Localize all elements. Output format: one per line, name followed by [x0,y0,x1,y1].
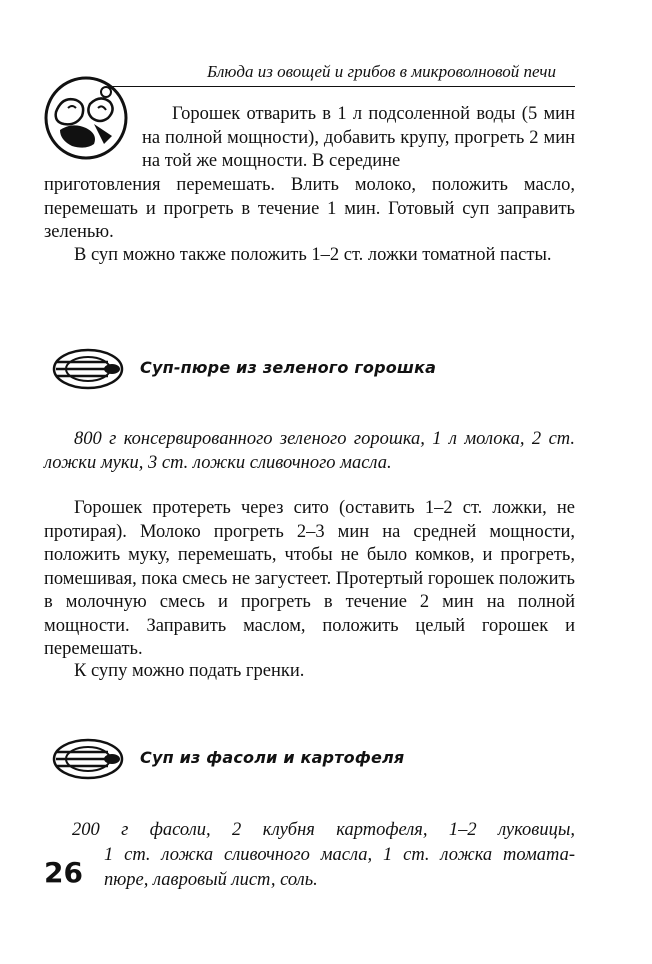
section-title-pea-soup: Суп-пюре из зеленого горошка [140,358,437,377]
ingredients-line-1: 200 г фасоли, 2 клубня картофеля, 1–2 луковицы, [72,820,575,840]
ingredients-pea-soup: 800 г консервированного зеленого горошка, 1 л молока, 2 ст. ложки муки, 3 ст. ложки сливочного масла. [44,429,575,473]
intro-paragraph-rest: приготовления перемешать. Влить молоко, положить масло, перемешать и прогреть в течение 1 мин. Готовый суп заправить зеленью. [44,175,575,242]
running-header: Блюда из овощей и грибов в микроволновой печи [206,62,556,81]
intro-paragraph-note: В суп можно также положить 1–2 ст. ложки томатной пасты. [74,245,552,265]
ingredients-line-2: 1 ст. ложка сливочного масла, 1 ст. ложка томата- [104,845,575,865]
vegetables-badge-icon [42,74,130,162]
ingredients-line-3: пюре, лавровый лист, соль. [104,870,318,890]
section-title-bean-soup: Суп из фасоли и картофеля [140,748,405,767]
plate-fork-spoon-icon [50,348,126,390]
plate-fork-spoon-icon [50,738,126,780]
serving-note-pea-soup: К супу можно подать гренки. [74,661,305,681]
header-rule [112,86,575,87]
method-pea-soup: Горошек протереть через сито (оставить 1–2 ст. ложки, не протирая). Молоко прогреть 2–3 мин на средней мощности, положить муку, перемешать, чтобы не было комков, и прогреть, помешивая, пока смесь не загустеет. Протертый горошек положить в молочную смесь и прогреть в течение 2 мин на полной мощности. Заправить маслом, положить целый горошек и перемешать. [44,498,575,659]
page-number: 26 [44,856,83,889]
ingredients-bean-soup [44,818,575,893]
intro-paragraph-lead: Горошек отварить в 1 л подсоленной воды (5 мин на полной мощности), добавить крупу, прогреть 2 мин на той же мощности. В середине [142,104,575,171]
